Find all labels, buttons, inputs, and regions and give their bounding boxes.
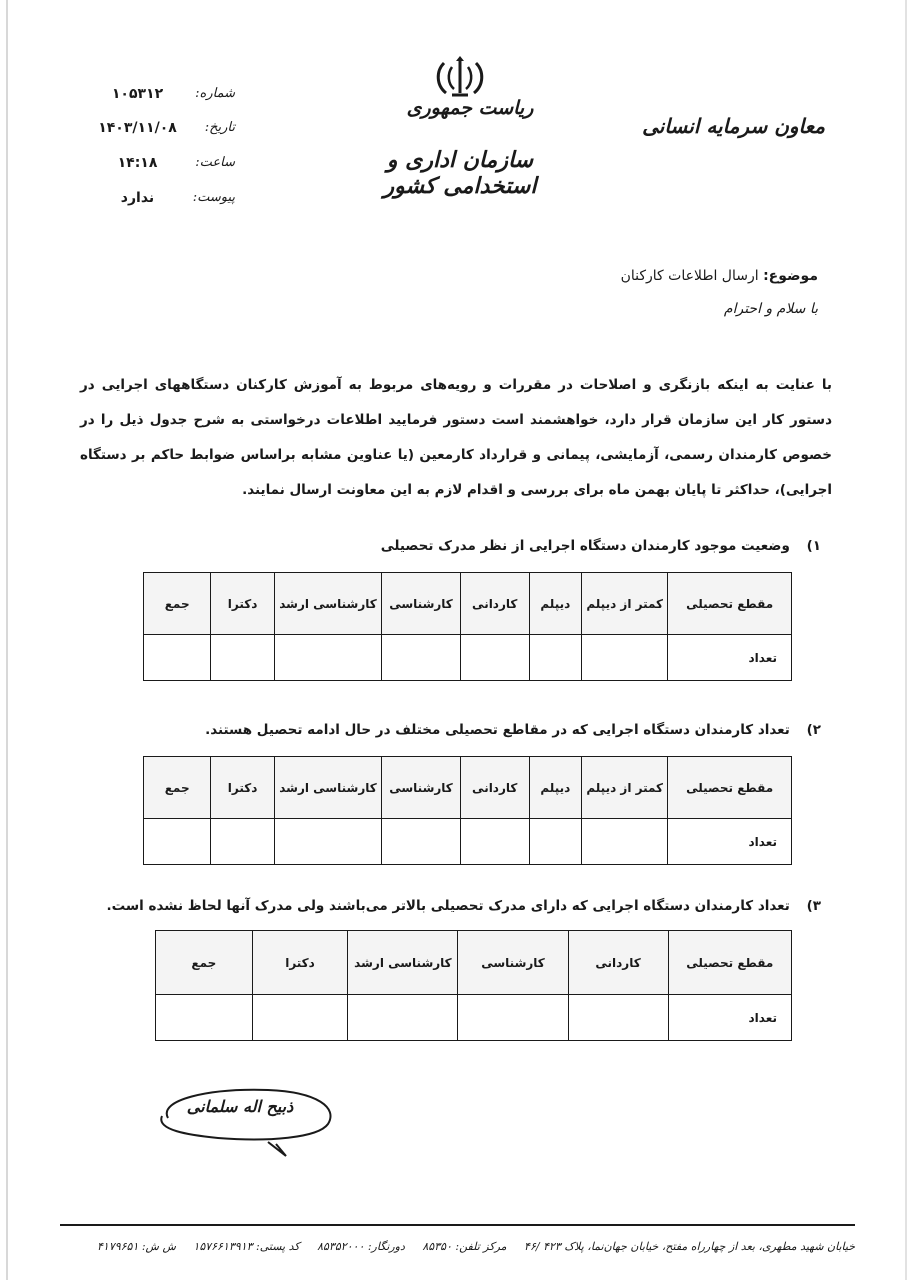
table-1-cell [144, 635, 211, 681]
table-3-col-doctorate: دکترا [252, 931, 348, 995]
table-1-col-doctorate: دکترا [211, 573, 274, 635]
letter-attachment-value: ندارد [120, 190, 155, 206]
table-3-cell [568, 995, 668, 1041]
table-2-col-diploma: دیپلم [529, 757, 582, 819]
section-2-heading [101, 722, 821, 738]
table-3-cell [348, 995, 458, 1041]
table-2-cell [274, 819, 381, 865]
footer-fax: دورنگار: ۸۵۳۵۲۰۰۰ [317, 1240, 405, 1253]
section-1-number: ۱) [806, 538, 821, 554]
section-2-title: تعداد کارمندان دستگاه اجرایی که در مقاطع تحصیلی مختلف در حال ادامه تحصیل هستند. [205, 722, 790, 738]
letter-date-value: ۱۴۰۳/۱۱/۰۸ [98, 120, 177, 136]
table-2-header-row [144, 757, 792, 819]
table-3-cell [458, 995, 568, 1041]
table-2-col-master: کارشناسی ارشد [274, 757, 381, 819]
table-1-cell [529, 635, 582, 681]
table-2-cell [529, 819, 582, 865]
letter-date-label: تاریخ: [204, 120, 235, 135]
table-1-cell [382, 635, 461, 681]
section-2-number: ۲) [806, 722, 821, 738]
section-1-title: وضعیت موجود کارمندان دستگاه اجرایی از نظر مدرک تحصیلی [380, 538, 790, 554]
table-2-row-header: مقطع تحصیلی [668, 757, 792, 819]
table-3-row-label: تعداد [668, 995, 792, 1041]
footer-address: خیابان شهید مطهری، بعد از چهارراه مفتح، خیابان جهان‌نما، پلاک ۴۲۳ /۴۶ [524, 1240, 855, 1253]
iran-emblem-icon [430, 55, 490, 101]
page-edge-right [905, 0, 907, 1280]
table-3-header-row [156, 931, 792, 995]
table-3-cell [156, 995, 253, 1041]
letter-date-row [95, 120, 235, 142]
section-3-heading [81, 898, 821, 914]
section-3-title: تعداد کارمندان دستگاه اجرایی که دارای مدرک تحصیلی بالاتر می‌باشند ولی مدرک آنها لحاظ نشده است. [106, 898, 790, 914]
letter-attachment-row [95, 190, 235, 212]
signature-loop-icon [148, 1080, 338, 1160]
letter-time-label: ساعت: [195, 155, 235, 170]
page-edge-left [6, 0, 8, 1280]
table-1-cell [460, 635, 529, 681]
table-2-cell [144, 819, 211, 865]
letter-time-value: ۱۴:۱۸ [117, 155, 158, 171]
table-1 [143, 572, 792, 681]
table-2-count-row [144, 819, 792, 865]
table-2-col-associate: کاردانی [460, 757, 529, 819]
table-1-col-diploma: دیپلم [529, 573, 582, 635]
table-1-row-header: مقطع تحصیلی [668, 573, 792, 635]
table-3-count-row [156, 995, 792, 1041]
table-1-row-label: تعداد [668, 635, 792, 681]
table-2-col-total: جمع [144, 757, 211, 819]
footer-postal-code: کد پستی: ۱۵۷۶۶۱۳۹۱۳ [193, 1240, 300, 1253]
table-1-cell [211, 635, 274, 681]
organization-title: سازمان اداری و استخدامی کشور [383, 147, 537, 199]
table-1-count-row [144, 635, 792, 681]
footer-switchboard: مرکز تلفن: ۸۵۳۵۰ [422, 1240, 507, 1253]
letter-number-value: ۱۰۵۳۱۲ [111, 86, 164, 102]
table-1-col-bachelor: کارشناسی [382, 573, 461, 635]
table-2 [143, 756, 792, 865]
section-3-number: ۳) [806, 898, 821, 914]
deputy-title: معاون سرمایه انسانی [642, 114, 825, 138]
letter-body: با عنایت به اینکه بازنگری و اصلاحات در مقررات و رویه‌های مربوط به آموزش کارکنان دستگاههای اجرایی در دستور کار این سازمان قرار دارد، خواهشمند است دستور فرمایید اطلاعات درخواستی به شرح جدول ذیل را در خصوص کارمندان رسمی، آزمایشی، پیمانی و قرارداد کارمعین (یا عناوین مشابه براساس ضوابط حاکم بر دستگاه اجرایی)، حداکثر تا پایان بهمن ماه برای بررسی و اقدام لازم به این معاونت ارسال نمایند. [80, 377, 832, 498]
letter-number-label: شماره: [195, 86, 235, 101]
table-1-cell [582, 635, 668, 681]
table-2-cell [211, 819, 274, 865]
footer-divider [60, 1224, 855, 1226]
table-2-col-doctorate: دکترا [211, 757, 274, 819]
table-1-col-below-diploma: کمتر از دیپلم [582, 573, 668, 635]
table-3-cell [252, 995, 348, 1041]
subject-text: ارسال اطلاعات کارکنان [620, 268, 759, 284]
subject-label: موضوع: [763, 268, 818, 284]
table-2-row-label: تعداد [668, 819, 792, 865]
presidency-title: ریاست جمهوری [406, 97, 534, 119]
table-1-cell [274, 635, 381, 681]
table-3-col-associate: کاردانی [568, 931, 668, 995]
table-3-col-bachelor: کارشناسی [458, 931, 568, 995]
table-1-col-total: جمع [144, 573, 211, 635]
signatory-name: ذبیح اله سلمانی [186, 1097, 294, 1116]
table-3-col-master: کارشناسی ارشد [348, 931, 458, 995]
table-3-col-total: جمع [156, 931, 253, 995]
letter-number-row [95, 86, 235, 108]
section-1-heading [121, 538, 821, 554]
footer-national-id: ش ش: ۴۱۷۹۶۵۱ [97, 1240, 176, 1253]
table-1-header-row [144, 573, 792, 635]
table-2-cell [382, 819, 461, 865]
footer-contact [60, 1240, 855, 1253]
letter-attachment-label: پیوست: [192, 190, 235, 205]
table-3 [155, 930, 792, 1041]
table-3-row-header: مقطع تحصیلی [668, 931, 792, 995]
greeting: با سلام و احترام [723, 301, 818, 317]
subject-line [318, 268, 818, 284]
table-2-cell [460, 819, 529, 865]
table-2-col-bachelor: کارشناسی [382, 757, 461, 819]
table-1-col-associate: کاردانی [460, 573, 529, 635]
table-2-col-below-diploma: کمتر از دیپلم [582, 757, 668, 819]
table-2-cell [582, 819, 668, 865]
table-1-col-master: کارشناسی ارشد [274, 573, 381, 635]
letter-time-row [95, 155, 235, 177]
